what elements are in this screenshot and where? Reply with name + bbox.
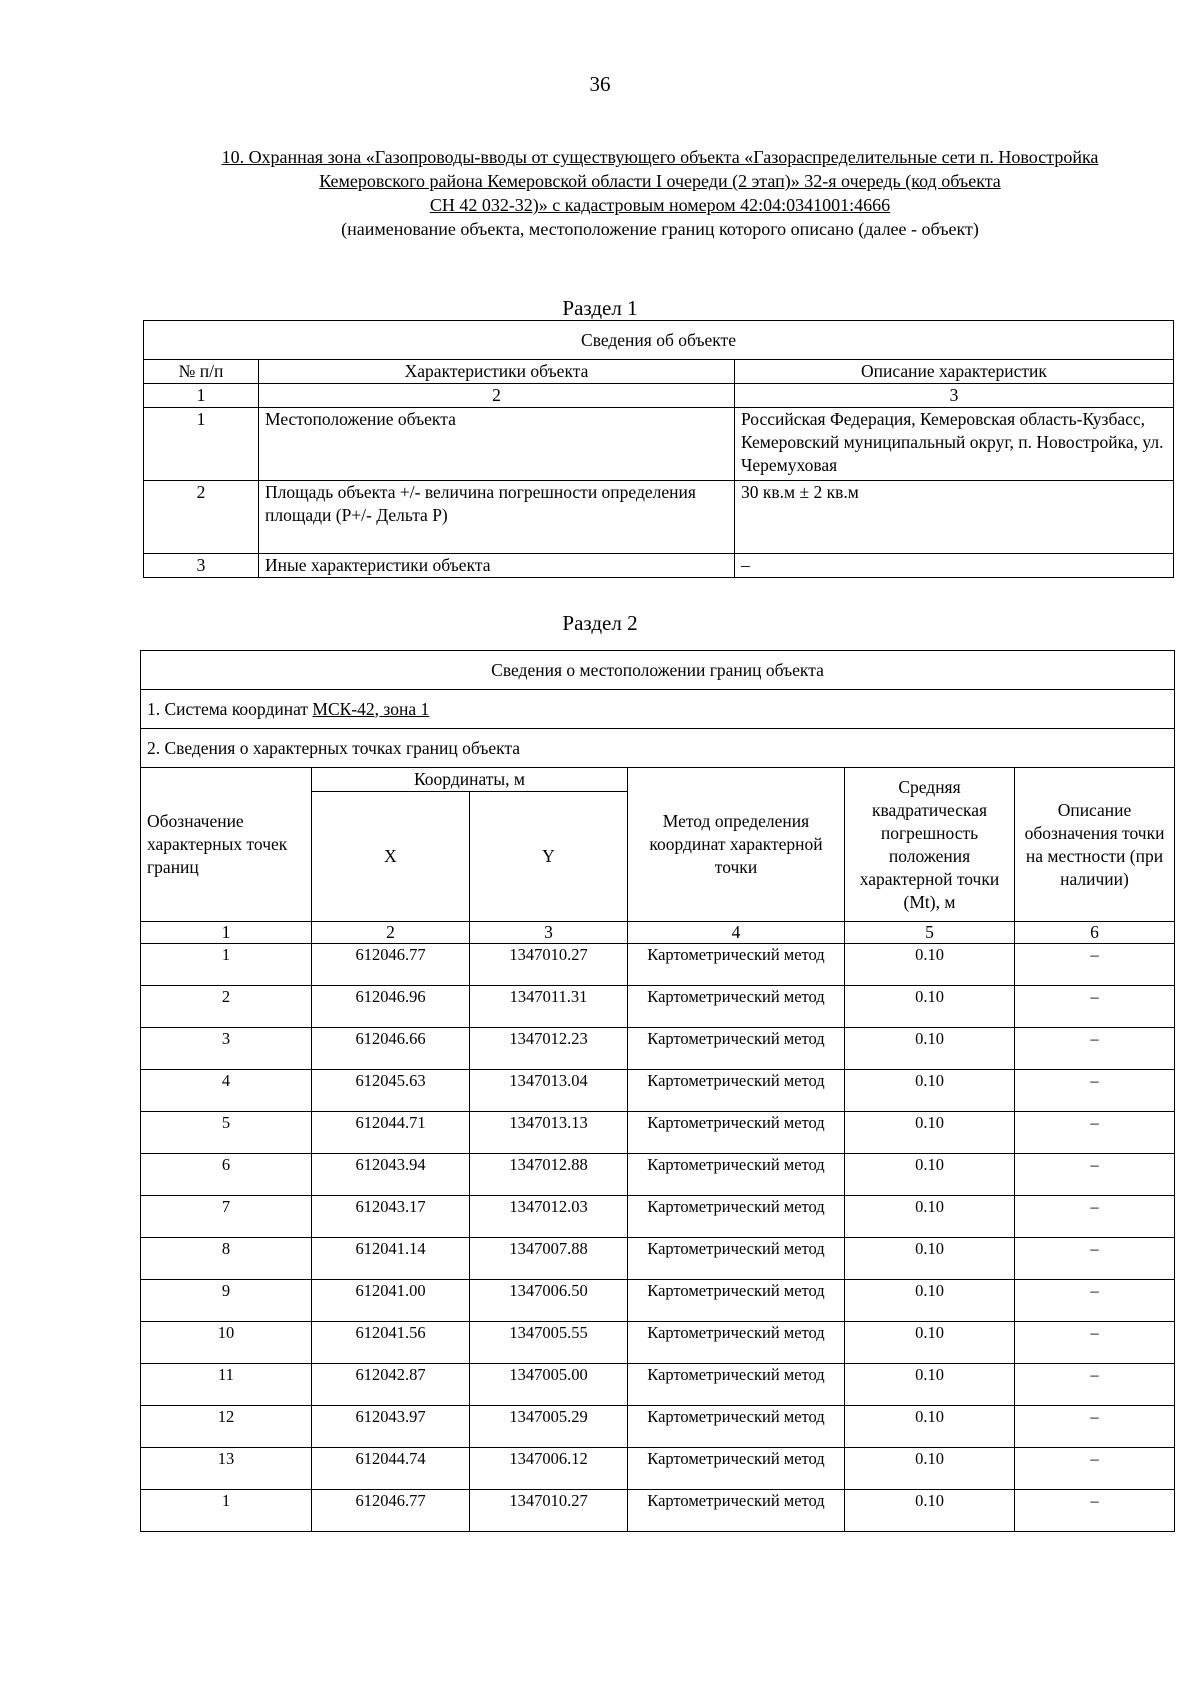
method-cell: Картометрический метод (628, 986, 845, 1028)
boundary-points-table (140, 650, 1175, 1532)
column-number: 5 (845, 922, 1015, 944)
method-cell: Картометрический метод (628, 1448, 845, 1490)
method-cell: Картометрический метод (628, 1490, 845, 1532)
table-row (144, 408, 1174, 481)
x-coordinate: 612045.63 (312, 1070, 470, 1112)
point-number: 1 (141, 944, 312, 986)
table-row (141, 1070, 1175, 1112)
table-row (141, 944, 1175, 986)
table-row (141, 1238, 1175, 1280)
y-header: Y (470, 792, 628, 922)
method-cell: Картометрический метод (628, 944, 845, 986)
coordinate-system-label: 1. Система координат (147, 698, 313, 719)
column-header: Характеристики объекта (259, 360, 735, 384)
point-number: 12 (141, 1406, 312, 1448)
x-coordinate: 612043.17 (312, 1196, 470, 1238)
y-coordinate: 1347011.31 (470, 986, 628, 1028)
header-line-3: СН 42 032-32)» с кадастровым номером 42:04:0341001:4666 (429, 195, 891, 215)
point-number: 6 (141, 1154, 312, 1196)
row-number: 3 (144, 554, 259, 578)
error-cell: 0.10 (845, 1448, 1015, 1490)
section-1-title: Раздел 1 (562, 296, 638, 320)
column-number: 4 (628, 922, 845, 944)
column-header: Описание характеристик (735, 360, 1174, 384)
x-coordinate: 612044.74 (312, 1448, 470, 1490)
table-row (141, 1028, 1175, 1070)
designation-header: Обозначение характерных точек границ (141, 768, 312, 922)
error-cell: 0.10 (845, 986, 1015, 1028)
y-coordinate: 1347007.88 (470, 1238, 628, 1280)
column-number: 2 (312, 922, 470, 944)
description-cell: – (1015, 1406, 1175, 1448)
column-number: 6 (1015, 922, 1175, 944)
column-number: 1 (141, 922, 312, 944)
header-line-2: Кемеровского района Кемеровской области I очереди (2 этап)» 32-я очередь (код объекта (319, 171, 1001, 191)
error-cell: 0.10 (845, 1238, 1015, 1280)
x-coordinate: 612041.00 (312, 1280, 470, 1322)
description-cell: – (1015, 1280, 1175, 1322)
point-number: 3 (141, 1028, 312, 1070)
method-cell: Картометрический метод (628, 1154, 845, 1196)
table-row (141, 1280, 1175, 1322)
method-cell: Картометрический метод (628, 1112, 845, 1154)
column-number: 3 (735, 384, 1174, 408)
method-cell: Картометрический метод (628, 1238, 845, 1280)
y-coordinate: 1347012.88 (470, 1154, 628, 1196)
x-coordinate: 612043.94 (312, 1154, 470, 1196)
method-cell: Картометрический метод (628, 1028, 845, 1070)
point-number: 1 (141, 1490, 312, 1532)
header-line-1: 10. Охранная зона «Газопроводы-вводы от существующего объекта «Газораспределительные сети п. Новостройка (221, 147, 1099, 167)
method-cell: Картометрический метод (628, 1322, 845, 1364)
table-title: Сведения об объекте (144, 321, 1174, 360)
error-cell: 0.10 (845, 1028, 1015, 1070)
table-row (141, 986, 1175, 1028)
description-cell: – (1015, 1028, 1175, 1070)
object-header (150, 145, 1170, 241)
characteristic-name: Иные характеристики объекта (259, 554, 735, 578)
header-note: (наименование объекта, местоположение границ которого описано (далее - объект) (341, 219, 979, 239)
error-cell: 0.10 (845, 1322, 1015, 1364)
description-header: Описание обозначения точки на местности (при наличии) (1015, 768, 1175, 922)
point-number: 7 (141, 1196, 312, 1238)
method-cell: Картометрический метод (628, 1364, 845, 1406)
description-cell: – (1015, 1322, 1175, 1364)
table-row (141, 1154, 1175, 1196)
x-coordinate: 612042.87 (312, 1364, 470, 1406)
description-cell: – (1015, 986, 1175, 1028)
x-coordinate: 612041.14 (312, 1238, 470, 1280)
description-cell: – (1015, 944, 1175, 986)
method-header: Метод определения координат характерной точки (628, 768, 845, 922)
point-number: 11 (141, 1364, 312, 1406)
y-coordinate: 1347010.27 (470, 1490, 628, 1532)
description-cell: – (1015, 1364, 1175, 1406)
error-cell: 0.10 (845, 1364, 1015, 1406)
x-coordinate: 612046.77 (312, 944, 470, 986)
y-coordinate: 1347006.50 (470, 1280, 628, 1322)
error-cell: 0.10 (845, 1490, 1015, 1532)
column-number: 3 (470, 922, 628, 944)
table-row (141, 1448, 1175, 1490)
coordinate-system (141, 690, 1175, 729)
y-coordinate: 1347012.23 (470, 1028, 628, 1070)
characteristic-name: Площадь объекта +/- величина погрешности определения площади (P+/- Дельта P) (259, 481, 735, 554)
y-coordinate: 1347005.29 (470, 1406, 628, 1448)
point-number: 9 (141, 1280, 312, 1322)
x-coordinate: 612046.66 (312, 1028, 470, 1070)
error-cell: 0.10 (845, 1196, 1015, 1238)
point-number: 4 (141, 1070, 312, 1112)
error-cell: 0.10 (845, 1280, 1015, 1322)
method-cell: Картометрический метод (628, 1406, 845, 1448)
description-cell: – (1015, 1154, 1175, 1196)
y-coordinate: 1347005.00 (470, 1364, 628, 1406)
section-2-title: Раздел 2 (562, 611, 638, 635)
y-coordinate: 1347005.55 (470, 1322, 628, 1364)
characteristic-name: Местоположение объекта (259, 408, 735, 481)
description-cell: – (1015, 1196, 1175, 1238)
points-title: 2. Сведения о характерных точках границ объекта (141, 729, 1175, 768)
column-number: 1 (144, 384, 259, 408)
error-cell: 0.10 (845, 1112, 1015, 1154)
point-number: 8 (141, 1238, 312, 1280)
point-number: 13 (141, 1448, 312, 1490)
description-cell: – (1015, 1490, 1175, 1532)
points-body (141, 944, 1175, 1532)
y-coordinate: 1347013.13 (470, 1112, 628, 1154)
coordinates-header: Координаты, м (312, 768, 628, 792)
x-coordinate: 612046.96 (312, 986, 470, 1028)
table-row (141, 1322, 1175, 1364)
method-cell: Картометрический метод (628, 1280, 845, 1322)
table-row (144, 554, 1174, 578)
table-row (141, 1490, 1175, 1532)
description-cell: – (1015, 1112, 1175, 1154)
x-coordinate: 612041.56 (312, 1322, 470, 1364)
characteristic-value: Российская Федерация, Кемеровская область-Кузбасс, Кемеровский муниципальный округ, п. Новостройка, ул. Черемуховая (735, 408, 1174, 481)
method-cell: Картометрический метод (628, 1196, 845, 1238)
point-number: 5 (141, 1112, 312, 1154)
description-cell: – (1015, 1070, 1175, 1112)
error-header: Средняя квадратическая погрешность положения характерной точки (Mt), м (845, 768, 1015, 922)
method-cell: Картометрический метод (628, 1070, 845, 1112)
row-number: 2 (144, 481, 259, 554)
table-row (141, 1364, 1175, 1406)
error-cell: 0.10 (845, 1154, 1015, 1196)
error-cell: 0.10 (845, 1406, 1015, 1448)
error-cell: 0.10 (845, 944, 1015, 986)
table-row (144, 481, 1174, 554)
table-row (141, 1112, 1175, 1154)
point-number: 10 (141, 1322, 312, 1364)
column-number: 2 (259, 384, 735, 408)
x-coordinate: 612043.97 (312, 1406, 470, 1448)
y-coordinate: 1347010.27 (470, 944, 628, 986)
table-title: Сведения о местоположении границ объекта (141, 651, 1175, 690)
y-coordinate: 1347012.03 (470, 1196, 628, 1238)
row-number: 1 (144, 408, 259, 481)
object-info-table (143, 320, 1174, 578)
page-number: 36 (589, 72, 611, 96)
description-cell: – (1015, 1238, 1175, 1280)
table-row (141, 1406, 1175, 1448)
table-row (141, 1196, 1175, 1238)
characteristic-value: – (735, 554, 1174, 578)
y-coordinate: 1347013.04 (470, 1070, 628, 1112)
y-coordinate: 1347006.12 (470, 1448, 628, 1490)
point-number: 2 (141, 986, 312, 1028)
characteristic-value: 30 кв.м ± 2 кв.м (735, 481, 1174, 554)
x-coordinate: 612044.71 (312, 1112, 470, 1154)
description-cell: – (1015, 1448, 1175, 1490)
column-header: № п/п (144, 360, 259, 384)
coordinate-system-value: МСК-42, зона 1 (312, 698, 430, 719)
x-header: X (312, 792, 470, 922)
x-coordinate: 612046.77 (312, 1490, 470, 1532)
error-cell: 0.10 (845, 1070, 1015, 1112)
